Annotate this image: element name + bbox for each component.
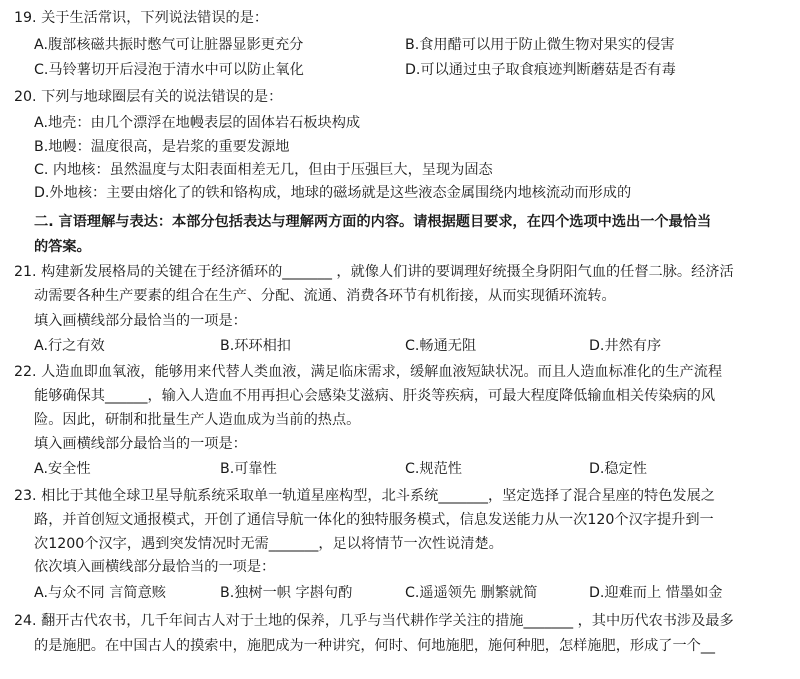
q22-option-b: B.可靠性 [220,461,277,477]
q22-option-c: C.规范性 [405,461,462,477]
q23-stem-line1: 23. 相比于其他全球卫星导航系统采取单一轨道星座构型，北斗系统_______，坚定选择了混合星座的特色发展之 [14,488,715,504]
q19-option-b: B.食用醋可以用于防止微生物对果实的侵害 [405,37,675,53]
q19-option-c: C.马铃薯切开后浸泡于清水中可以防止氧化 [34,62,304,78]
q23-stem-line3: 次1200个汉字，遇到突发情况时无需_______，足以将情节一次性说清楚。 [34,536,503,552]
q23-option-d: D.迎难而上 惜墨如金 [589,585,723,601]
q23-prompt: 依次填入画横线部分最恰当的一项是： [34,559,276,575]
q21-option-b: B.环环相扣 [220,338,291,354]
q21-option-a: A.行之有效 [34,338,105,354]
q22-stem-line2: 能够确保其______，输入人造血不用再担心会感染艾滋病、肝炎等疾病，可最大程度降低输血相关传染病的风 [34,388,716,404]
q21-stem-line1: 21. 构建新发展格局的关键在于经济循环的_______ ，就像人们讲的要调理好统摄全身阴阳气血的任督二脉。经济活 [14,264,734,280]
section-heading-line1: 二. 言语理解与表达：本部分包括表达与理解两方面的内容。请根据题目要求，在四个选项中选出一个最恰当 [34,214,712,230]
q23-option-a: A.与众不同 言简意赅 [34,585,166,601]
q19-stem: 19. 关于生活常识，下列说法错误的是： [14,10,269,26]
q23-stem-line2: 路，并首创短文通报模式，开创了通信导航一体化的独特服务模式，信息发送能力从一次120个汉字提升到一 [34,512,714,528]
q22-stem-line3: 险。因此，研制和批量生产人造血成为当前的热点。 [34,412,361,428]
q20-option-d: D.外地核：主要由熔化了的铁和铬构成，地球的磁场就是这些液态金属围绕内地核流动而形成的 [34,185,632,201]
q20-stem: 20. 下列与地球圈层有关的说法错误的是： [14,89,283,105]
q19-option-d: D.可以通过虫子取食痕迹判断蘑菇是否有毒 [405,62,676,78]
q21-prompt: 填入画横线部分最恰当的一项是： [34,313,247,329]
q20-option-c: C. 内地核：虽然温度与太阳表面相差无几，但由于压强巨大，呈现为固态 [34,162,493,178]
q23-option-c: C.遥遥领先 删繁就简 [405,585,538,601]
q20-option-a: A.地壳：由几个漂浮在地幔表层的固体岩石板块构成 [34,115,361,131]
q22-stem-line1: 22. 人造血即血氧液，能够用来代替人类血液，满足临床需求，缓解血液短缺状况。而且人造血标准化的生产流程 [14,364,723,380]
q21-stem-line2: 动需要各种生产要素的组合在生产、分配、流通、消费各环节有机衔接，从而实现循环流转。 [34,288,616,304]
q22-prompt: 填入画横线部分最恰当的一项是： [34,436,247,452]
q22-option-a: A.安全性 [34,461,91,477]
q23-option-b: B.独树一帜 字斟句酌 [220,585,353,601]
q20-option-b: B.地幔：温度很高，是岩浆的重要发源地 [34,139,290,155]
q21-option-c: C.畅通无阻 [405,338,477,354]
q24-stem-line2: 的是施肥。在中国古人的摸索中，施肥成为一种讲究，何时、何地施肥，施何种肥，怎样施肥，形成了一个__ [34,638,716,654]
q24-stem-line1: 24. 翻开古代农书，几千年间古人对于土地的保养，几乎与当代耕作学关注的措施_______ ，其中历代农书涉及最多 [14,613,734,629]
section-heading-line2: 的答案。 [34,239,91,255]
q19-option-a: A.腹部核磁共振时憋气可让脏器显影更充分 [34,37,304,53]
q22-option-d: D.稳定性 [589,461,647,477]
q21-option-d: D.井然有序 [589,338,662,354]
